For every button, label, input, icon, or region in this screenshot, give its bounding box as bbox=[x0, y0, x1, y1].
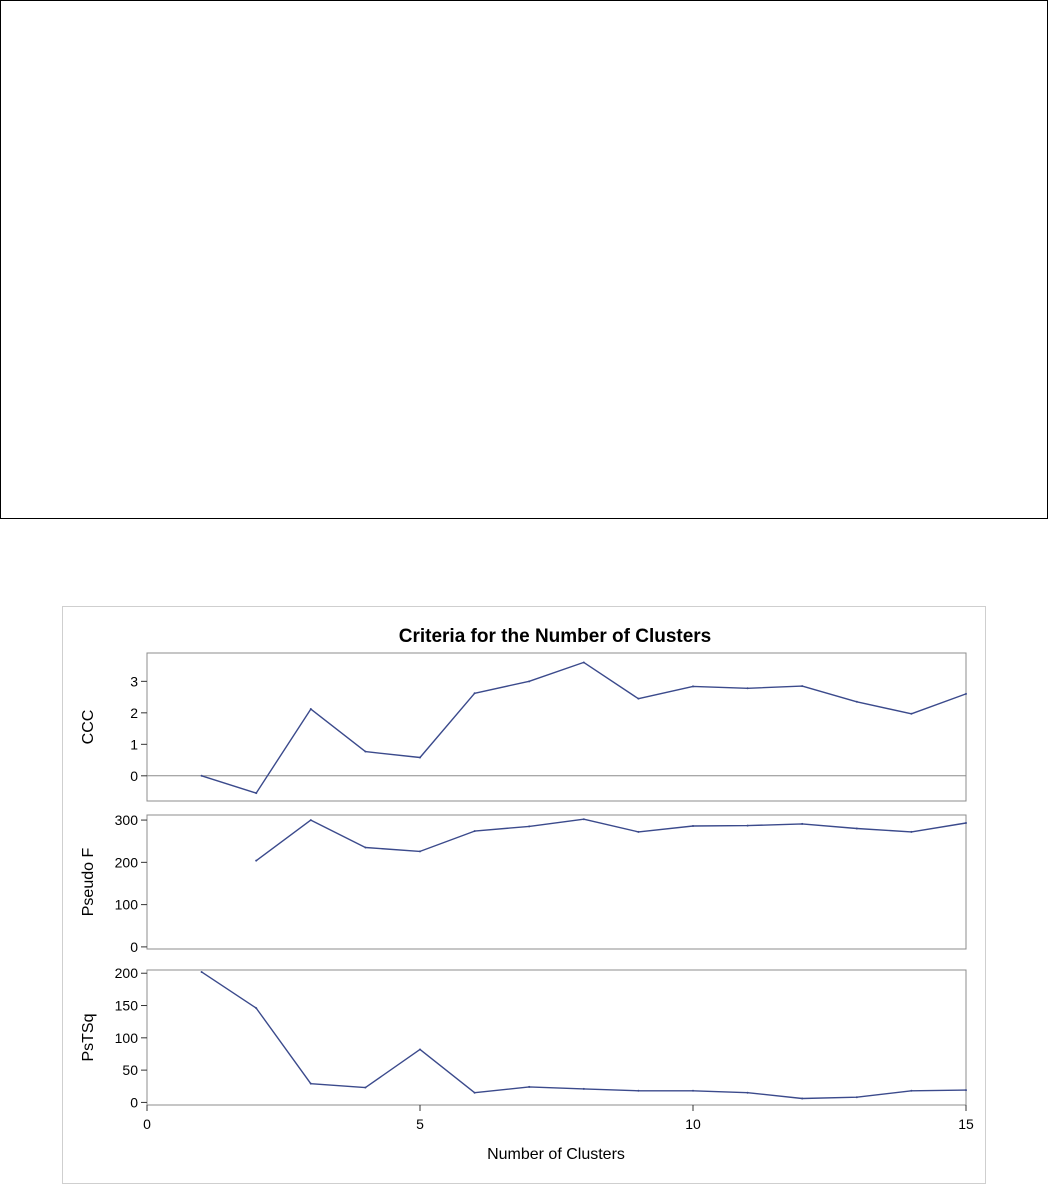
data-point-ccc-5 bbox=[419, 757, 421, 759]
cluster-criteria-chart bbox=[63, 607, 985, 1183]
data-point-ccc-4 bbox=[364, 751, 366, 753]
series-line-pseudo-f bbox=[256, 819, 966, 861]
data-point-pstsq-15 bbox=[965, 1089, 967, 1091]
data-point-ccc-11 bbox=[747, 687, 749, 689]
data-point-ccc-2 bbox=[255, 792, 257, 794]
y-tick-label-ccc-1: 1 bbox=[130, 736, 138, 753]
data-point-pseudo-f-9 bbox=[637, 831, 639, 833]
data-point-ccc-1 bbox=[201, 775, 203, 777]
data-point-ccc-12 bbox=[801, 685, 803, 687]
data-point-pseudo-f-2 bbox=[255, 860, 257, 862]
y-tick-label-pstsq-200: 200 bbox=[114, 965, 138, 982]
data-point-pstsq-4 bbox=[364, 1087, 366, 1089]
series-line-ccc bbox=[202, 662, 966, 793]
data-point-ccc-8 bbox=[583, 661, 585, 663]
data-point-pstsq-2 bbox=[255, 1007, 257, 1009]
y-tick-label-ccc-0: 0 bbox=[130, 767, 138, 784]
data-point-pstsq-11 bbox=[747, 1092, 749, 1094]
data-point-ccc-13 bbox=[856, 701, 858, 703]
data-point-ccc-15 bbox=[965, 693, 967, 695]
data-point-pseudo-f-3 bbox=[310, 819, 312, 821]
x-axis-title: Number of Clusters bbox=[487, 1146, 625, 1163]
data-point-pstsq-10 bbox=[692, 1090, 694, 1092]
data-point-pstsq-9 bbox=[637, 1090, 639, 1092]
panel-frame-ccc bbox=[147, 653, 966, 801]
data-point-ccc-10 bbox=[692, 685, 694, 687]
y-axis-title-pstsq: PsTSq bbox=[80, 1013, 97, 1062]
y-tick-label-ccc-3: 3 bbox=[130, 673, 138, 690]
data-point-pstsq-1 bbox=[201, 971, 203, 973]
data-point-pstsq-14 bbox=[910, 1090, 912, 1092]
y-tick-label-pstsq-100: 100 bbox=[114, 1029, 138, 1046]
x-tick-label-0: 0 bbox=[143, 1116, 151, 1132]
data-point-pseudo-f-8 bbox=[583, 818, 585, 820]
data-point-pseudo-f-4 bbox=[364, 847, 366, 849]
blank-output-frame bbox=[0, 0, 1048, 519]
data-point-pseudo-f-11 bbox=[747, 825, 749, 827]
data-point-pseudo-f-12 bbox=[801, 823, 803, 825]
data-point-pseudo-f-15 bbox=[965, 822, 967, 824]
y-axis-title-pseudo-f: Pseudo F bbox=[80, 847, 97, 917]
data-point-ccc-6 bbox=[474, 692, 476, 694]
y-tick-label-pstsq-50: 50 bbox=[122, 1062, 138, 1079]
data-point-pstsq-6 bbox=[474, 1092, 476, 1094]
data-point-pstsq-8 bbox=[583, 1088, 585, 1090]
y-tick-label-ccc-2: 2 bbox=[130, 704, 138, 721]
data-point-pstsq-3 bbox=[310, 1083, 312, 1085]
y-tick-label-pstsq-0: 0 bbox=[130, 1094, 138, 1111]
x-tick-label-10: 10 bbox=[685, 1116, 701, 1132]
data-point-pstsq-13 bbox=[856, 1096, 858, 1098]
data-point-ccc-14 bbox=[910, 713, 912, 715]
data-point-pseudo-f-6 bbox=[474, 830, 476, 832]
x-tick-label-15: 15 bbox=[958, 1116, 974, 1132]
data-point-ccc-9 bbox=[637, 698, 639, 700]
series-line-pstsq bbox=[202, 972, 966, 1099]
data-point-pseudo-f-7 bbox=[528, 825, 530, 827]
y-tick-label-pseudo-f-300: 300 bbox=[114, 812, 138, 829]
y-axis-title-ccc: CCC bbox=[80, 709, 97, 745]
data-point-pseudo-f-13 bbox=[856, 828, 858, 830]
chart-title: Criteria for the Number of Clusters bbox=[398, 626, 712, 647]
panel-frame-pstsq bbox=[147, 970, 966, 1105]
data-point-pstsq-7 bbox=[528, 1086, 530, 1088]
x-tick-label-5: 5 bbox=[416, 1116, 424, 1132]
data-point-ccc-7 bbox=[528, 680, 530, 682]
data-point-ccc-3 bbox=[310, 708, 312, 710]
y-tick-label-pseudo-f-0: 0 bbox=[130, 938, 138, 955]
y-tick-label-pseudo-f-200: 200 bbox=[114, 854, 138, 871]
data-point-pseudo-f-5 bbox=[419, 850, 421, 852]
data-point-pstsq-12 bbox=[801, 1098, 803, 1100]
y-tick-label-pstsq-150: 150 bbox=[114, 997, 138, 1014]
data-point-pseudo-f-14 bbox=[910, 831, 912, 833]
data-point-pstsq-5 bbox=[419, 1048, 421, 1050]
data-point-pseudo-f-10 bbox=[692, 825, 694, 827]
chart-panel bbox=[62, 606, 986, 1184]
y-tick-label-pseudo-f-100: 100 bbox=[114, 896, 138, 913]
panel-frame-pseudo-f bbox=[147, 815, 966, 949]
